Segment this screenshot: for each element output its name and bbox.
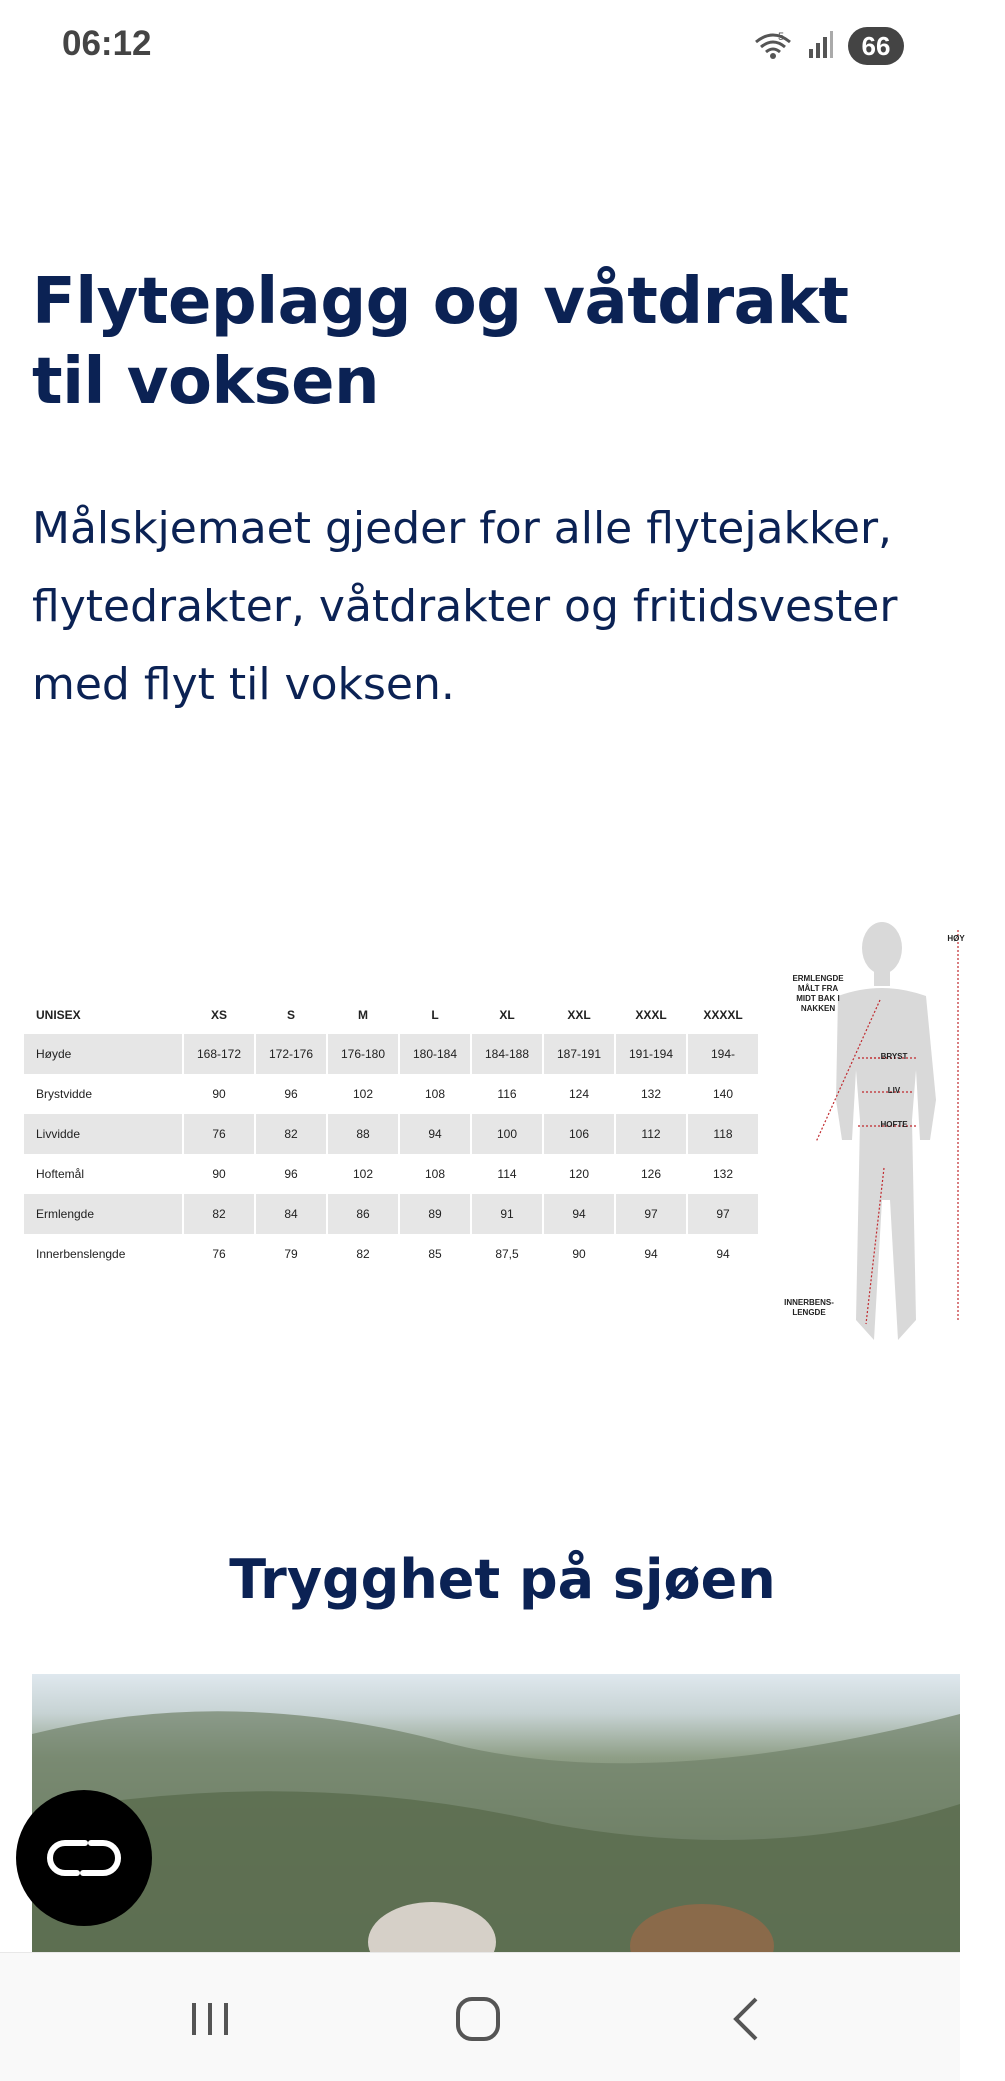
battery-icon: 66 bbox=[848, 27, 904, 65]
table-cell: 96 bbox=[284, 1167, 298, 1181]
header-xxl: XXL bbox=[567, 1008, 591, 1022]
table-cell: 88 bbox=[328, 1114, 398, 1154]
status-time: 06:12 bbox=[62, 24, 152, 63]
table-cell: 91 bbox=[472, 1194, 542, 1234]
back-icon bbox=[716, 1989, 776, 2049]
home-icon bbox=[448, 1989, 508, 2049]
row-label: Høyde bbox=[24, 1034, 182, 1074]
chat-button[interactable] bbox=[16, 1790, 152, 1926]
wifi-icon bbox=[752, 28, 794, 65]
back-button[interactable] bbox=[716, 1989, 776, 2049]
table-cell: 94 bbox=[716, 1247, 730, 1261]
table-cell: 97 bbox=[688, 1194, 758, 1234]
status-bar bbox=[0, 0, 960, 92]
table-cell: 108 bbox=[424, 1167, 446, 1181]
table-cell: 108 bbox=[424, 1087, 446, 1101]
table-cell: 82 bbox=[184, 1194, 254, 1234]
table-cell: 176-180 bbox=[328, 1034, 398, 1074]
row-label: Hoftemål bbox=[36, 1167, 85, 1181]
table-cell: 82 bbox=[356, 1247, 370, 1261]
table-cell: 85 bbox=[428, 1247, 442, 1261]
hero-photo bbox=[32, 1674, 960, 1954]
navigation-bar bbox=[0, 1952, 960, 2081]
wifi-badge: 5 bbox=[778, 30, 785, 43]
row-label: Ermlengde bbox=[24, 1194, 182, 1234]
table-cell: 120 bbox=[568, 1167, 590, 1181]
table-cell: 184-188 bbox=[472, 1034, 542, 1074]
label-bryst: BRYST bbox=[880, 1052, 908, 1061]
table-cell: 76 bbox=[184, 1114, 254, 1154]
table-row bbox=[24, 1194, 758, 1234]
table-cell: 114 bbox=[497, 1167, 517, 1181]
size-chart bbox=[0, 900, 965, 1360]
header-xxxxl: XXXXL bbox=[703, 1008, 743, 1022]
table-cell: 194- bbox=[688, 1034, 758, 1074]
row-label: Innerbenslengde bbox=[36, 1247, 126, 1261]
table-row bbox=[24, 1114, 758, 1154]
table-cell: 84 bbox=[256, 1194, 326, 1234]
table-cell: 168-172 bbox=[184, 1034, 254, 1074]
label-innerbens: INNERBENS-LENGDE bbox=[784, 1298, 834, 1317]
table-cell: 102 bbox=[352, 1087, 374, 1101]
header-l: L bbox=[431, 1008, 439, 1022]
table-cell: 187-191 bbox=[544, 1034, 614, 1074]
table-cell: 90 bbox=[572, 1247, 586, 1261]
page-title: Flyteplagg og våtdrakt til voksen bbox=[32, 265, 849, 419]
table-cell: 94 bbox=[544, 1194, 614, 1234]
table-cell: 116 bbox=[497, 1087, 517, 1101]
table-row bbox=[24, 1074, 758, 1114]
table-cell: 180-184 bbox=[400, 1034, 470, 1074]
header-s: S bbox=[286, 1008, 295, 1022]
table-cell: 124 bbox=[568, 1087, 590, 1101]
table-cell: 94 bbox=[400, 1114, 470, 1154]
table-cell: 97 bbox=[616, 1194, 686, 1234]
table-row bbox=[24, 1154, 758, 1194]
table-cell: 82 bbox=[256, 1114, 326, 1154]
header-unisex: UNISEX bbox=[36, 1008, 81, 1022]
human-silhouette-icon bbox=[770, 900, 960, 1360]
hero-image bbox=[32, 1674, 960, 1954]
table-cell: 96 bbox=[284, 1087, 298, 1101]
table-cell: 89 bbox=[400, 1194, 470, 1234]
label-liv: LIV bbox=[887, 1086, 901, 1095]
row-label: Brystvidde bbox=[36, 1087, 93, 1101]
header-xs: XS bbox=[210, 1008, 227, 1022]
label-ermlengde: ERMLENGDE MÅLT FRA MIDT BAK I NAKKEN bbox=[792, 974, 844, 1013]
table-row bbox=[24, 1034, 758, 1074]
table-row bbox=[24, 1234, 758, 1274]
table-cell: 172-176 bbox=[256, 1034, 326, 1074]
table-cell: 112 bbox=[616, 1114, 686, 1154]
chat-bubble-icon bbox=[47, 1837, 121, 1879]
header-xxxl: XXXL bbox=[635, 1008, 667, 1022]
table-cell: 76 bbox=[212, 1247, 226, 1261]
table-cell: 140 bbox=[712, 1087, 734, 1101]
table-cell: 90 bbox=[212, 1167, 226, 1181]
table-cell: 94 bbox=[644, 1247, 658, 1261]
intro-text: Målskjemaet gjeder for alle flytejakker, flytedrakter, våtdrakter og fritidsvester med flyt til voksen. bbox=[32, 503, 898, 710]
table-cell: 102 bbox=[352, 1167, 374, 1181]
table-cell: 132 bbox=[640, 1087, 662, 1101]
body-measurement-figure bbox=[770, 900, 965, 1360]
table-cell: 126 bbox=[640, 1167, 662, 1181]
table-cell: 132 bbox=[712, 1167, 734, 1181]
row-label: Livvidde bbox=[24, 1114, 182, 1154]
header-m: M bbox=[358, 1008, 368, 1022]
section-title: Trygghet på sjøen bbox=[229, 1548, 776, 1611]
size-table-header bbox=[24, 996, 758, 1034]
recent-apps-button[interactable] bbox=[180, 1989, 240, 2049]
signal-icon bbox=[808, 29, 834, 64]
table-cell: 118 bbox=[688, 1114, 758, 1154]
size-table bbox=[22, 996, 760, 1274]
table-cell: 191-194 bbox=[616, 1034, 686, 1074]
status-icons bbox=[752, 26, 904, 66]
label-hofte: HOFTE bbox=[880, 1120, 908, 1129]
table-cell: 90 bbox=[212, 1087, 226, 1101]
table-cell: 106 bbox=[544, 1114, 614, 1154]
header-xl: XL bbox=[499, 1008, 515, 1022]
label-hoyde: HØY bbox=[947, 934, 965, 943]
table-cell: 86 bbox=[328, 1194, 398, 1234]
table-cell: 79 bbox=[284, 1247, 298, 1261]
table-cell: 87,5 bbox=[495, 1247, 519, 1261]
table-cell: 100 bbox=[472, 1114, 542, 1154]
recent-apps-icon bbox=[180, 1989, 240, 2049]
home-button[interactable] bbox=[448, 1989, 508, 2049]
